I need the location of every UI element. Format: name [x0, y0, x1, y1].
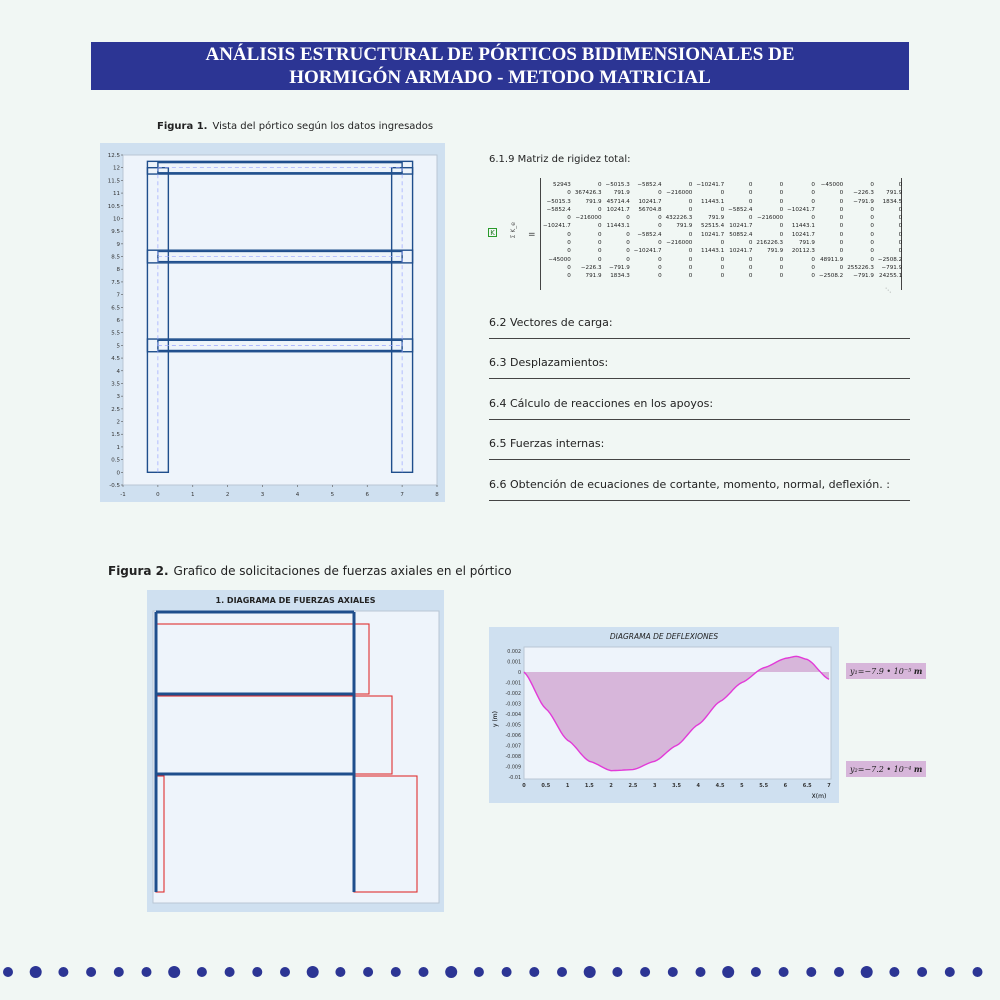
y-tick-label: 3.5 [111, 381, 120, 388]
matrix-cell: 0 [748, 182, 753, 188]
x-tick-label: 0.5 [541, 783, 551, 789]
matrix-cell: 0 [898, 215, 903, 222]
y-tick-label: -0.003 [505, 702, 521, 708]
deflection-annotation-1: y₁=−7.9 • 10⁻⁵ m [846, 663, 926, 679]
matrix-cell: 0 [870, 215, 874, 222]
matrix-cell: 0 [811, 215, 815, 222]
matrix-cell: 0 [839, 231, 844, 238]
y-tick-label: 6.5 [111, 305, 120, 312]
section-6-4: 6.4 Cálculo de reacciones en los apoyos: [489, 397, 910, 420]
decorative-dot-row [0, 962, 1000, 982]
matrix-cell: 0 [597, 256, 602, 263]
x-tick-label: 2 [609, 783, 613, 789]
matrix-cell: 0 [720, 206, 725, 213]
x-tick-label: 6 [783, 783, 788, 789]
decorative-dot [668, 967, 678, 977]
matrix-row [541, 181, 904, 189]
matrix-cell: −216000 [666, 240, 693, 247]
k-symbol: K [488, 228, 497, 238]
matrix-row [541, 272, 904, 280]
matrix-cell: −216000 [666, 190, 693, 197]
decorative-dot [861, 966, 873, 978]
matrix-cell: 52515.4 [701, 223, 725, 230]
matrix-cell: 10241.7 [638, 198, 662, 205]
matrix-cell: 11443.1 [701, 198, 725, 205]
matrix-cell: 0 [626, 248, 630, 255]
matrix-cell: 0 [658, 215, 662, 222]
decorative-dot [58, 967, 68, 977]
page-banner [91, 42, 909, 90]
decorative-dot [751, 967, 761, 977]
x-tick-label: 3 [652, 783, 657, 789]
decorative-dot [779, 967, 789, 977]
matrix-cell: 0 [688, 273, 693, 280]
matrix-cell: 1834.3 [610, 273, 630, 280]
matrix-cell: 0 [870, 248, 874, 255]
y-tick-label: 6 [116, 318, 120, 324]
y-tick-label: 10.5 [107, 203, 120, 210]
matrix-row [541, 206, 904, 214]
matrix-cell: 0 [839, 206, 844, 213]
figure1-panel [100, 143, 445, 502]
matrix-cell: 0 [839, 248, 844, 255]
y-tick-label: -0.008 [505, 755, 521, 760]
x-tick-label: 3 [260, 492, 265, 498]
matrix-cell: 0 [658, 256, 662, 263]
section-6-5: 6.5 Fuerzas internas: [489, 437, 910, 460]
decorative-dot [834, 967, 844, 977]
deflection-ylabel: y (m) [492, 711, 499, 727]
matrix-cell: 0 [597, 182, 602, 188]
y-tick-label: 9 [116, 241, 120, 248]
k-equals: = [528, 230, 536, 240]
matrix-row [541, 239, 904, 247]
matrix-body [540, 178, 903, 294]
y-tick-label: 2 [116, 419, 120, 426]
x-tick-label: 7 [400, 492, 404, 498]
matrix-cell: 0 [688, 182, 693, 188]
matrix-cell: 0 [811, 198, 815, 205]
section-6-1-9-title: 6.1.9 Matriz de rigidez total: [489, 154, 631, 165]
decorative-dot [584, 966, 596, 978]
matrix-row [541, 264, 904, 272]
matrix-cell: 0 [658, 223, 662, 230]
matrix-row [541, 198, 904, 206]
matrix-cell: −5015.3 [546, 198, 571, 205]
x-tick-label: 4 [696, 783, 701, 789]
matrix-cell: −10241.7 [787, 206, 815, 213]
matrix-cell: −5852.4 [637, 231, 662, 238]
matrix-cell: 0 [748, 215, 753, 222]
matrix-cell: 791.9 [585, 273, 602, 280]
matrix-cell: 0 [870, 240, 874, 247]
y-tick-label: 12.5 [107, 153, 120, 159]
matrix-cell: 0 [720, 190, 725, 197]
x-tick-label: 2.5 [628, 783, 638, 789]
matrix-cell: 255226.3 [847, 264, 874, 271]
matrix-cell: 0 [870, 256, 874, 263]
matrix-cell: 0 [779, 206, 784, 213]
matrix-cell: 0 [779, 223, 784, 230]
matrix-cell: 0 [748, 190, 753, 197]
matrix-cell: 0 [811, 182, 815, 188]
x-tick-label: 7 [827, 783, 831, 789]
matrix-cell: 10241.7 [606, 206, 630, 213]
decorative-dot [168, 966, 180, 978]
x-tick-label: 8 [435, 492, 439, 498]
matrix-cell: −226.3 [853, 190, 874, 197]
decorative-dot [3, 967, 13, 977]
y-tick-label: 8 [116, 267, 120, 274]
matrix-row [541, 247, 904, 255]
matrix-cell: −2508.2 [877, 256, 903, 263]
matrix-cell: 0 [898, 231, 903, 238]
matrix-cell: 0 [870, 223, 874, 230]
decorative-dot [973, 967, 983, 977]
x-tick-label: 5 [330, 492, 335, 498]
y-tick-label: 7.5 [111, 279, 120, 286]
matrix-cell: −791.9 [853, 198, 874, 205]
matrix-cell: −10241.7 [543, 223, 571, 230]
y-tick-label: 10 [113, 216, 120, 223]
y-tick-label: 9.5 [111, 229, 120, 236]
decorative-dot [363, 967, 373, 977]
matrix-cell: 0 [779, 273, 784, 280]
matrix-row [541, 256, 904, 264]
y-tick-label: 0.5 [111, 457, 120, 464]
matrix-cell: 0 [720, 240, 725, 247]
y-tick-label: 0.002 [507, 650, 521, 655]
matrix-cell: −216000 [575, 215, 602, 222]
y-tick-label: 3 [116, 394, 120, 401]
y-tick-label: 11 [113, 191, 120, 198]
matrix-cell: 0 [839, 190, 844, 197]
matrix-cell: −5015.3 [605, 182, 630, 188]
decorative-dot [197, 967, 207, 977]
matrix-cell: 0 [779, 264, 784, 271]
y-tick-label: 0 [116, 470, 120, 477]
x-tick-label: 1 [565, 783, 570, 789]
y-tick-label: 4 [116, 368, 120, 375]
matrix-cell: 0 [597, 240, 602, 247]
matrix-cell: −216000 [757, 215, 784, 222]
decorative-dot [307, 966, 319, 978]
matrix-cell: 0 [626, 240, 630, 247]
matrix-cell: 0 [839, 264, 844, 271]
matrix-row [541, 214, 904, 222]
matrix-cell: 11443.1 [701, 248, 725, 255]
matrix-cell: 48911.9 [820, 256, 844, 263]
y-tick-label: -0.004 [505, 713, 521, 718]
matrix-cell: 24255.1 [879, 273, 903, 280]
y-tick-label: 1 [116, 444, 120, 451]
matrix-cell: 10241.7 [729, 248, 753, 255]
matrix-cell: 0 [720, 264, 725, 271]
matrix-cell: 50852.4 [729, 231, 753, 238]
x-tick-label: 4.5 [715, 783, 725, 789]
matrix-cell: 0 [748, 198, 753, 205]
matrix-cell: 10241.7 [701, 231, 725, 238]
decorative-dot [252, 967, 262, 977]
matrix-cell: 216226.3 [756, 240, 784, 247]
section-6-2: 6.2 Vectores de carga: [489, 316, 910, 339]
figure1-label: Figura 1. [157, 121, 208, 132]
matrix-cell: −791.9 [881, 264, 903, 271]
decorative-dot [945, 967, 955, 977]
matrix-cell: 0 [688, 231, 693, 238]
matrix-cell: 0 [870, 231, 874, 238]
matrix-cell: −226.3 [580, 264, 602, 271]
matrix-cell: 0 [658, 273, 662, 280]
deflection-chart [489, 627, 839, 803]
matrix-cell: 0 [597, 223, 602, 230]
matrix-cell: 0 [658, 190, 662, 197]
matrix-cell: 0 [658, 240, 662, 247]
decorative-dot [280, 967, 290, 977]
x-tick-label: 1 [191, 492, 195, 498]
frame-view-plot [100, 143, 445, 502]
matrix-cell: 0 [597, 206, 602, 213]
decorative-dot [529, 967, 539, 977]
decorative-dot [502, 967, 512, 977]
axial-forces-diagram [147, 590, 444, 912]
matrix-cell: 0 [779, 182, 784, 188]
y-tick-label: 0.001 [507, 660, 521, 666]
matrix-ellipsis: ⋱ [885, 287, 891, 294]
decorative-dot [722, 966, 734, 978]
matrix-cell: 0 [779, 198, 784, 205]
y-tick-label: -0.007 [505, 744, 521, 750]
matrix-cell: 45714.4 [606, 198, 630, 205]
matrix-cell: 0 [720, 256, 725, 263]
matrix-cell: 0 [567, 248, 571, 255]
decorative-dot [30, 966, 42, 978]
matrix-cell: 791.9 [613, 190, 630, 197]
y-tick-label: 0 [517, 671, 521, 676]
x-tick-label: 5 [740, 783, 744, 789]
decorative-dot [86, 967, 96, 977]
banner-line-1: ANÁLISIS ESTRUCTURAL DE PÓRTICOS BIDIMENSIONALES DE [205, 44, 795, 65]
decorative-dot [612, 967, 622, 977]
matrix-cell: 11443.1 [791, 223, 815, 230]
matrix-cell: 0 [688, 264, 693, 271]
y-tick-label: -0.001 [505, 681, 521, 687]
matrix-cell: 0 [811, 264, 815, 271]
matrix-cell: 0 [839, 240, 844, 247]
matrix-cell: −5852.4 [546, 206, 571, 213]
matrix-cell: 0 [779, 231, 784, 238]
matrix-cell: −791.9 [609, 264, 630, 271]
matrix-cell: 0 [626, 215, 630, 222]
figure2-panel [147, 590, 444, 912]
matrix-cell: 0 [870, 206, 874, 213]
matrix-cell: −45000 [820, 182, 844, 188]
matrix-cell: −10241.7 [696, 182, 725, 188]
matrix-cell: 0 [811, 273, 815, 280]
decorative-dot [445, 966, 457, 978]
x-tick-label: 2 [225, 492, 230, 498]
x-tick-label: 4 [295, 492, 300, 498]
matrix-cell: −791.9 [853, 273, 874, 280]
decorative-dot [419, 967, 429, 977]
matrix-cell: 0 [898, 223, 903, 230]
matrix-cell: 0 [839, 223, 844, 230]
y-tick-label: 5 [116, 343, 120, 350]
decorative-dot [696, 967, 706, 977]
x-tick-label: 1.5 [584, 783, 594, 789]
matrix-cell: 0 [688, 248, 693, 255]
y-tick-label: 11.5 [107, 178, 120, 185]
matrix-cell: 0 [597, 231, 602, 238]
matrix-cell: 20112.3 [791, 248, 815, 255]
y-tick-label: 7 [116, 292, 120, 299]
y-tick-label: -0.5 [109, 483, 120, 489]
matrix-cell: 0 [898, 240, 903, 247]
matrix-cell: 432226.3 [665, 215, 693, 222]
matrix-cell: 0 [720, 273, 725, 280]
decorative-dot [640, 967, 650, 977]
matrix-row [541, 231, 904, 239]
matrix-cell: 0 [626, 231, 630, 238]
y-tick-label: -0.002 [505, 692, 521, 697]
section-6-6: 6.6 Obtención de ecuaciones de cortante, momento, normal, deflexión. : [489, 478, 910, 501]
matrix-cell: 0 [567, 215, 571, 222]
decorative-dot [806, 967, 816, 977]
matrix-cell: 52943 [553, 182, 571, 188]
matrix-cell: 0 [748, 264, 753, 271]
matrix-cell: 0 [839, 198, 844, 205]
deflection-panel [489, 627, 839, 803]
k-sum-text: Σ K_e [510, 222, 517, 239]
matrix-cell: 0 [688, 198, 693, 205]
matrix-row [541, 189, 904, 197]
y-tick-label: 12 [113, 165, 120, 172]
decorative-dot [889, 967, 899, 977]
y-tick-label: -0.009 [505, 765, 521, 771]
matrix-cell: 0 [811, 190, 815, 197]
figure2-caption [108, 564, 512, 578]
decorative-dot [114, 967, 124, 977]
x-tick-label: 3.5 [672, 783, 681, 789]
matrix-cell: 0 [811, 256, 815, 263]
matrix-cell: 0 [688, 256, 693, 263]
deflection-xlabel: X(m) [811, 793, 827, 800]
x-tick-label: 0 [522, 783, 526, 789]
matrix-cell: 11443.1 [606, 223, 630, 230]
matrix-cell: −5852.4 [728, 206, 753, 213]
matrix-cell: 0 [898, 206, 903, 213]
figure1-caption [157, 121, 433, 132]
matrix-cell: 0 [748, 273, 753, 280]
matrix-cell: −10241.7 [633, 248, 662, 255]
stiffness-matrix [488, 178, 908, 294]
y-tick-label: 2.5 [111, 406, 120, 413]
matrix-cell: −5852.4 [637, 182, 662, 188]
matrix-cell: 10241.7 [791, 231, 815, 238]
matrix-cell: 0 [898, 182, 903, 188]
x-tick-label: 6.5 [802, 783, 812, 789]
matrix-cell: 791.9 [886, 190, 903, 197]
matrix-row [541, 222, 904, 230]
axial-diagram-title: 1. DIAGRAMA DE FUERZAS AXIALES [215, 596, 376, 605]
matrix-cell: 791.9 [585, 198, 602, 205]
matrix-cell: 791.9 [708, 215, 725, 222]
matrix-cell: 367426.3 [574, 190, 602, 197]
y-tick-label: -0.005 [505, 723, 521, 729]
x-tick-label: 0 [156, 492, 160, 498]
y-tick-label: 1.5 [111, 432, 120, 439]
x-tick-label: 5.5 [759, 783, 769, 789]
y-tick-label: -0.01 [508, 776, 521, 781]
decorative-dot [917, 967, 927, 977]
deflection-annotation-2: y₂=−7.2 • 10⁻⁴ m [846, 761, 926, 777]
figure2-label: Figura 2. [108, 564, 169, 578]
y-tick-label: 5.5 [111, 330, 120, 337]
matrix-cell: 0 [688, 206, 693, 213]
banner-line-2: HORMIGÓN ARMADO - METODO MATRICIAL [289, 67, 711, 88]
section-6-3: 6.3 Desplazamientos: [489, 356, 910, 379]
deflection-title: DIAGRAMA DE DEFLEXIONES [609, 632, 719, 641]
matrix-cell: 0 [898, 248, 903, 255]
matrix-cell: 791.9 [798, 240, 815, 247]
decorative-dot [391, 967, 401, 977]
plot-area [123, 155, 437, 485]
x-tick-label: -1 [120, 492, 126, 498]
matrix-cell: 0 [870, 182, 874, 188]
matrix-cell: 0 [839, 215, 844, 222]
matrix-cell: 0 [597, 248, 602, 255]
matrix-cell: 0 [567, 264, 571, 271]
matrix-cell: −2508.2 [818, 273, 844, 280]
figure1-caption-text: Vista del pórtico según los datos ingresados [212, 121, 434, 132]
matrix-cell: 0 [567, 231, 571, 238]
matrix-cell: 0 [567, 240, 571, 247]
y-tick-label: 8.5 [111, 254, 120, 261]
matrix-cell: 56704.8 [638, 206, 662, 213]
matrix-cell: 0 [626, 256, 630, 263]
matrix-cell: 791.9 [676, 223, 693, 230]
figure2-caption-text: Grafico de solicitaciones de fuerzas axiales en el pórtico [173, 564, 512, 578]
matrix-cell: 0 [567, 190, 571, 197]
matrix-cell: 0 [748, 240, 753, 247]
matrix-cell: 10241.7 [729, 223, 753, 230]
matrix-cell: 0 [779, 190, 784, 197]
matrix-cell: 1834.5 [882, 198, 903, 205]
matrix-cell: 0 [748, 256, 753, 263]
decorative-dot [474, 967, 484, 977]
decorative-dot [225, 967, 235, 977]
matrix-cell: −45000 [548, 256, 571, 263]
x-tick-label: 6 [365, 492, 369, 498]
decorative-dot [142, 967, 152, 977]
y-tick-label: 4.5 [111, 356, 120, 363]
matrix-cell: 791.9 [767, 248, 784, 255]
matrix-cell: 0 [567, 273, 571, 280]
y-tick-label: -0.006 [505, 734, 521, 739]
matrix-cell: 0 [779, 256, 784, 263]
decorative-dot [557, 967, 567, 977]
matrix-cell: 0 [658, 264, 662, 271]
decorative-dot [335, 967, 345, 977]
